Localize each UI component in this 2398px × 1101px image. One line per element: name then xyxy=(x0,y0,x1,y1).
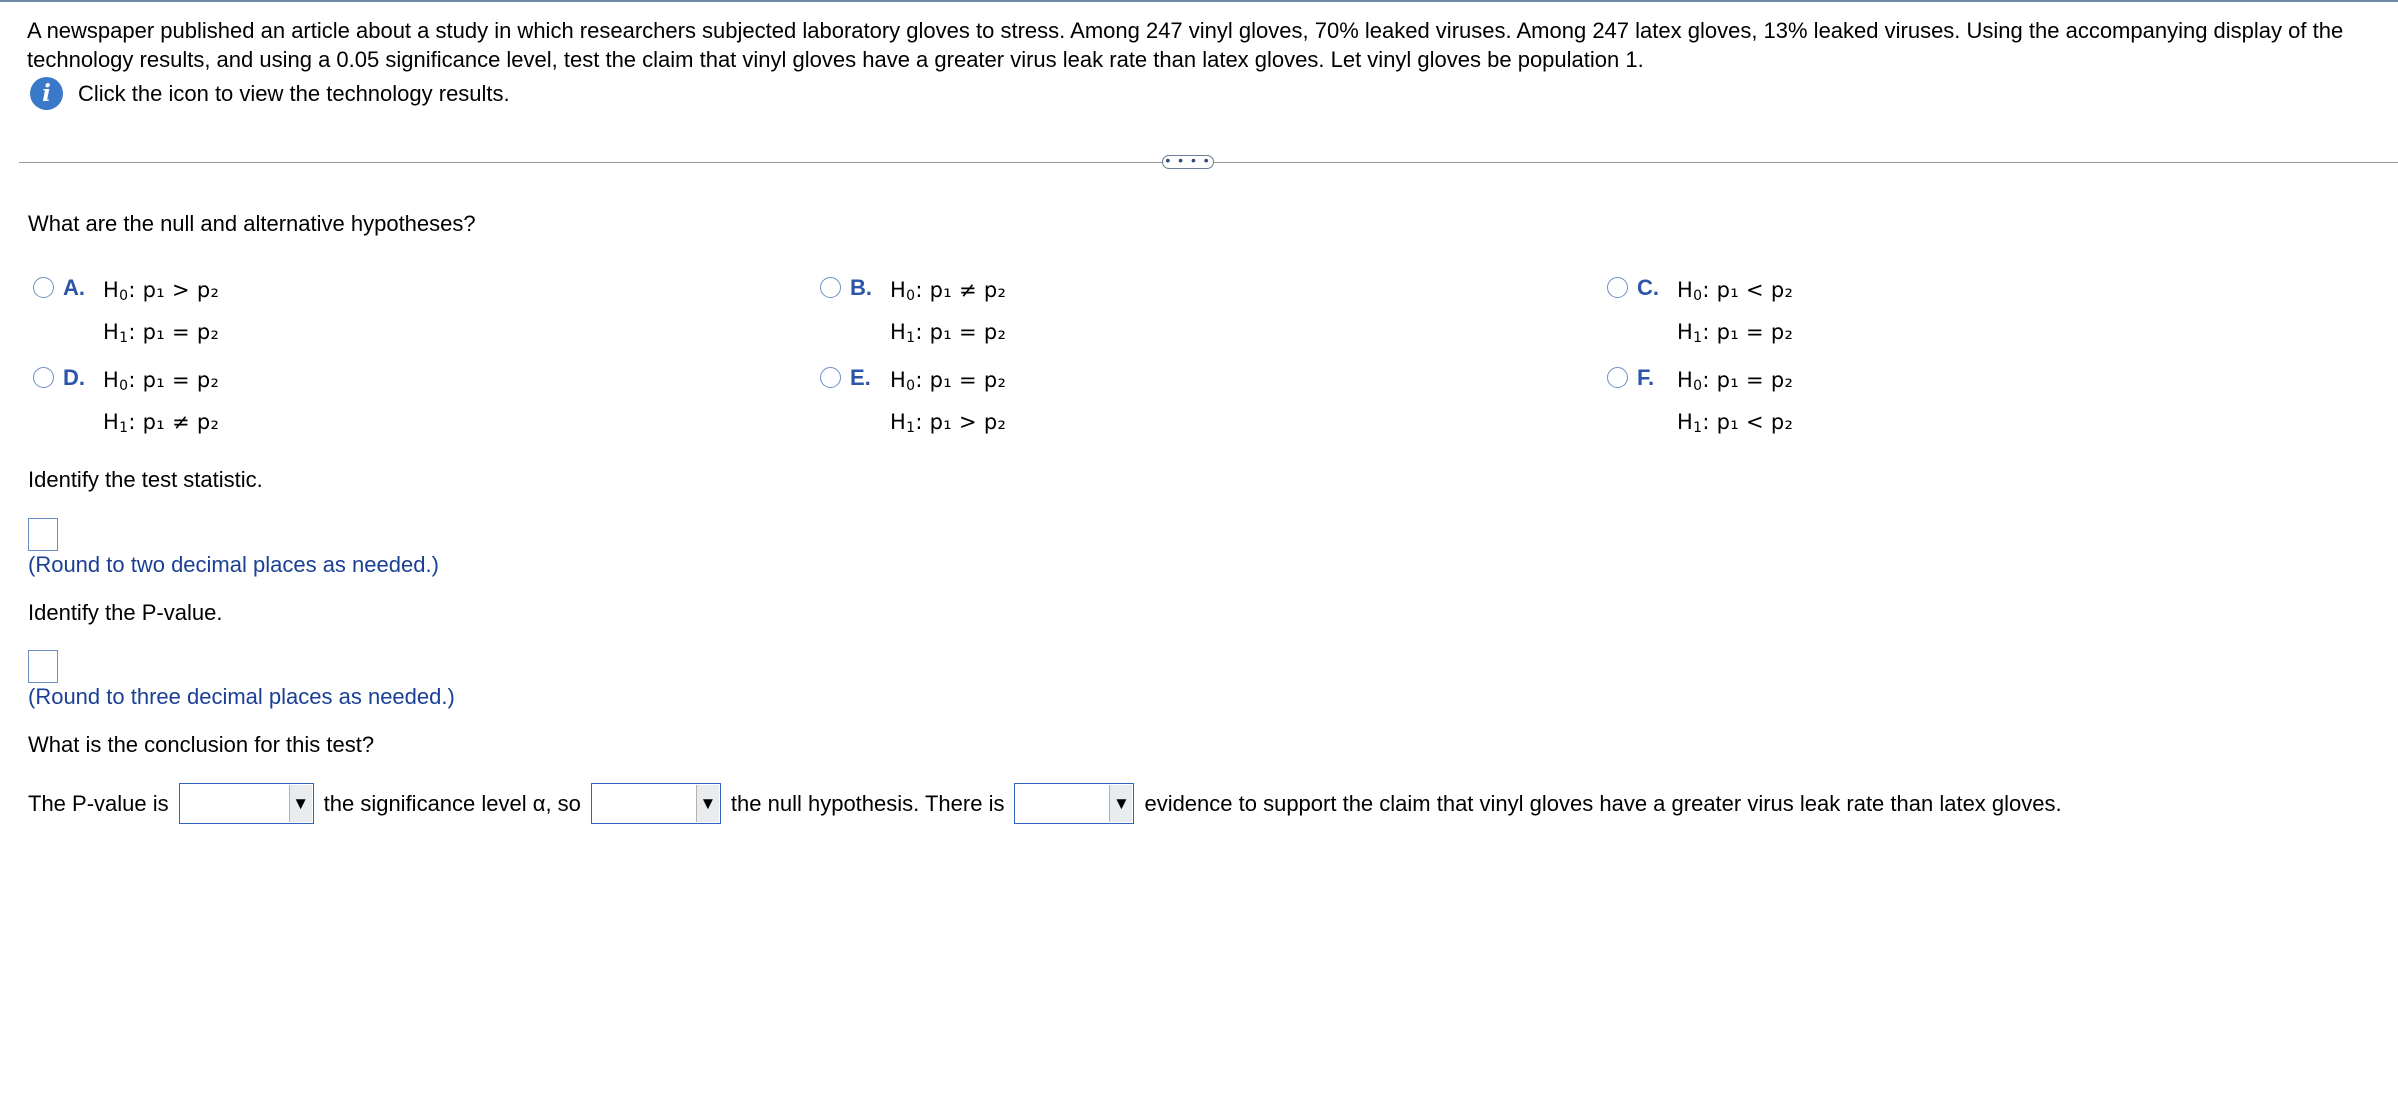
option-f-h0: $H_0$: p₁ = p₂ xyxy=(1677,368,1794,394)
option-e[interactable] xyxy=(820,362,1006,446)
p-value-question: Identify the P-value. xyxy=(28,600,223,625)
option-d-h0: $H_0$: p₁ = p₂ xyxy=(103,368,220,394)
p-value-rounding-note: (Round to three decimal places as needed.) xyxy=(28,684,455,709)
expand-more-button[interactable]: • • • • xyxy=(1162,155,1214,169)
option-b-hypotheses xyxy=(890,272,1006,356)
conclusion-text-1: The P-value is xyxy=(28,790,169,816)
p-value-input[interactable] xyxy=(28,650,58,683)
option-c-hypotheses xyxy=(1677,272,1793,356)
conclusion-question: What is the conclusion for this test? xyxy=(28,732,375,757)
option-a-h1: $H_1$: p₁ = p₂ xyxy=(103,320,220,346)
test-statistic-rounding-note: (Round to two decimal places as needed.) xyxy=(28,552,439,577)
option-e-letter: E. xyxy=(850,365,871,390)
option-b-h0: $H_0$: p₁ ≠ p₂ xyxy=(890,278,1007,304)
conclusion-sentence xyxy=(28,782,2062,825)
evidence-level-dropdown[interactable] xyxy=(1014,783,1134,824)
null-hypothesis-decision-dropdown[interactable] xyxy=(591,783,721,824)
option-f-letter: F. xyxy=(1637,365,1655,390)
info-link-text: Click the icon to view the technology results. xyxy=(78,80,510,106)
option-b-radio[interactable] xyxy=(820,277,841,298)
option-c-letter: C. xyxy=(1637,275,1659,300)
option-f-radio[interactable] xyxy=(1607,367,1628,388)
option-a-hypotheses xyxy=(103,272,219,356)
chevron-down-icon: ▼ xyxy=(1109,785,1132,822)
test-statistic-input[interactable] xyxy=(28,518,58,551)
option-d-letter: D. xyxy=(63,365,85,390)
info-icon[interactable]: i xyxy=(30,77,63,110)
option-a-h0: $H_0$: p₁ > p₂ xyxy=(103,278,220,304)
conclusion-text-3: the null hypothesis. There is xyxy=(730,790,1005,816)
option-a-letter: A. xyxy=(63,275,85,300)
option-e-radio[interactable] xyxy=(820,367,841,388)
chevron-down-icon: ▼ xyxy=(696,785,719,822)
p-value-comparison-dropdown[interactable] xyxy=(179,783,314,824)
option-a-radio[interactable] xyxy=(33,277,54,298)
option-c-h1: $H_1$: p₁ = p₂ xyxy=(1677,320,1794,346)
technology-results-row xyxy=(30,77,510,110)
chevron-down-icon: ▼ xyxy=(289,785,312,822)
top-border xyxy=(0,0,2398,2)
option-f-h1: $H_1$: p₁ < p₂ xyxy=(1677,410,1794,436)
option-b-h1: $H_1$: p₁ = p₂ xyxy=(890,320,1007,346)
option-d-h1: $H_1$: p₁ ≠ p₂ xyxy=(103,410,220,436)
option-b-letter: B. xyxy=(850,275,872,300)
option-d-hypotheses xyxy=(103,362,219,446)
option-a[interactable] xyxy=(33,272,219,356)
option-b[interactable] xyxy=(820,272,1006,356)
option-e-hypotheses xyxy=(890,362,1006,446)
option-d-radio[interactable] xyxy=(33,367,54,388)
conclusion-text-4: evidence to support the claim that vinyl gloves have a greater virus leak rate than latex gloves. xyxy=(1144,790,2062,816)
option-f-hypotheses xyxy=(1677,362,1793,446)
option-e-h1: $H_1$: p₁ > p₂ xyxy=(890,410,1007,436)
conclusion-text-2: the significance level α, so xyxy=(323,790,581,816)
option-e-h0: $H_0$: p₁ = p₂ xyxy=(890,368,1007,394)
test-statistic-question: Identify the test statistic. xyxy=(28,467,263,492)
option-d[interactable] xyxy=(33,362,219,446)
option-c[interactable] xyxy=(1607,272,1793,356)
problem-statement: A newspaper published an article about a study in which researchers subjected laboratory gloves to stress. Among 247 vinyl gloves, 70% leaked viruses. Among 247 latex gloves, 13% leaked viruses. Using the accompanying display of the technology results, and using a 0.05 significance level, test the claim that vinyl gloves have a greater virus leak rate than latex gloves. Let vinyl gloves be population 1. xyxy=(27,18,2344,72)
option-c-h0: $H_0$: p₁ < p₂ xyxy=(1677,278,1794,304)
option-c-radio[interactable] xyxy=(1607,277,1628,298)
hypotheses-question: What are the null and alternative hypotheses? xyxy=(28,211,476,236)
option-f[interactable] xyxy=(1607,362,1793,446)
